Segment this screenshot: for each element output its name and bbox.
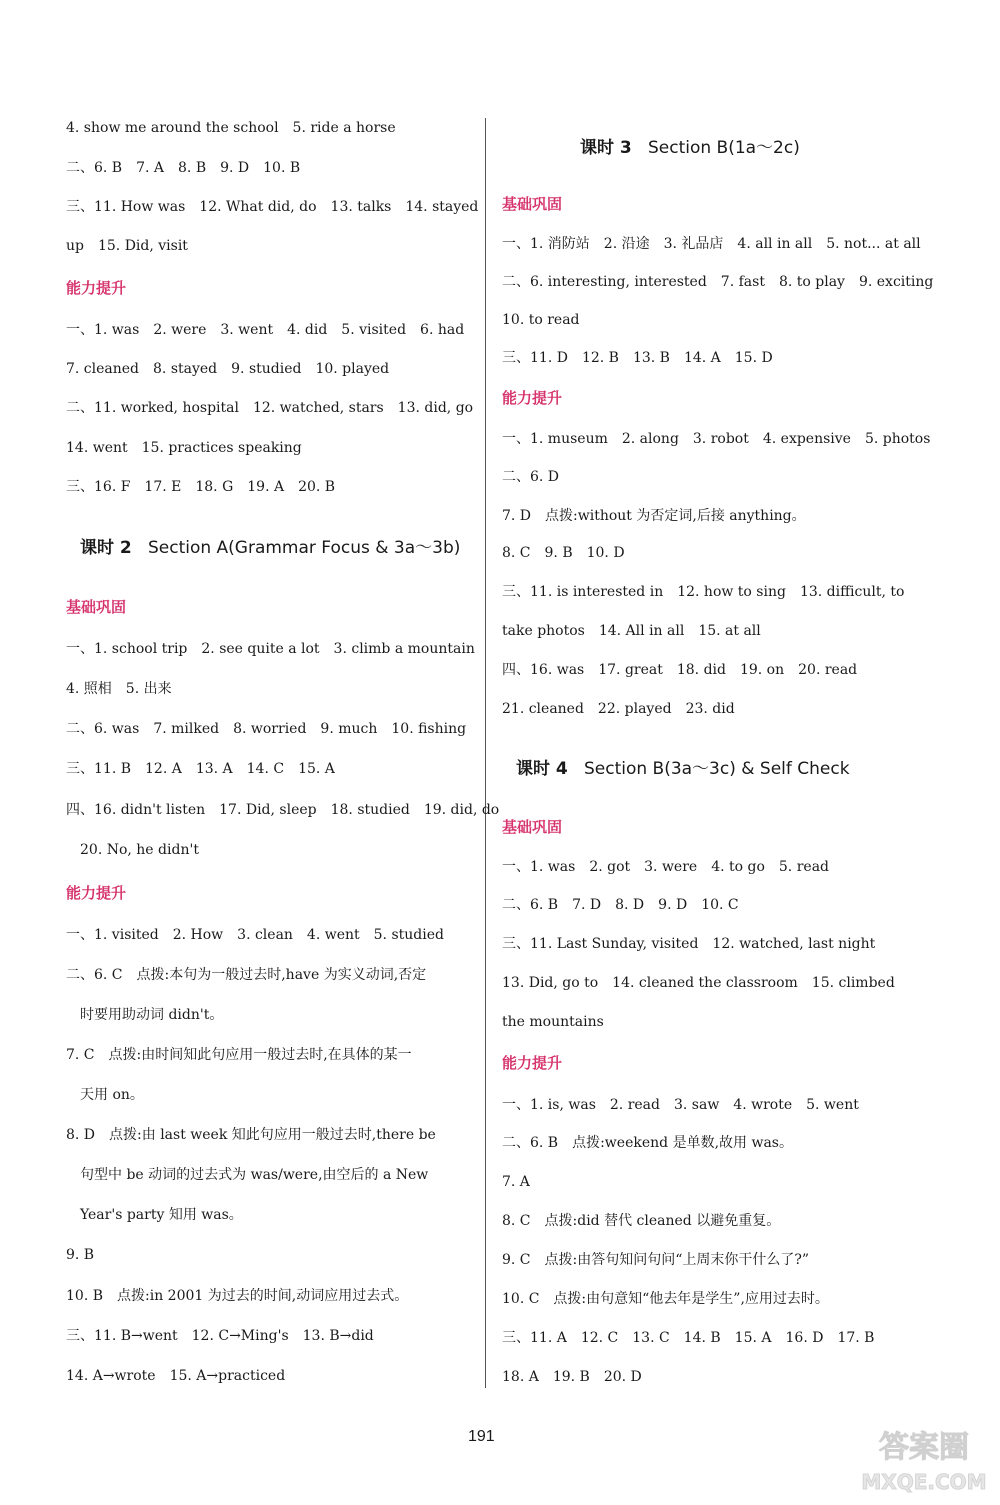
watermark-top: 答案圈 [879,1430,969,1465]
answer-line: 二、6. B 7. D 8. D 9. D 10. C [502,897,739,913]
answer-line: 二、6. B 7. A 8. B 9. D 10. B [66,160,301,176]
answer-line: 7. D 点拨:without 为否定词,后接 anything。 [502,508,806,524]
answer-line: 4. 照相 5. 出来 [66,681,172,697]
answer-line: 三、11. Last Sunday, visited 12. watched, last night [502,936,876,952]
answer-line: 14. went 15. practices speaking [66,440,302,456]
answer-line: 二、6. B 点拨:weekend 是单数,故用 was。 [502,1135,793,1151]
answer-line: 二、6. D [502,469,560,485]
answer-line: 三、11. A 12. C 13. C 14. B 15. A 16. D 17. B [502,1330,875,1346]
answer-line: 18. A 19. B 20. D [502,1369,642,1385]
answer-line: 一、1. visited 2. How 3. clean 4. went 5. studied [66,927,444,943]
answer-line: 时要用助动词 didn't。 [80,1007,224,1023]
answer-line: 三、16. F 17. E 18. G 19. A 20. B [66,479,336,495]
answer-line: up 15. Did, visit [66,238,188,254]
lesson-title: Section B(1a～2c) [647,138,800,158]
lesson-number: 课时 3 [580,138,632,158]
answer-line: 四、16. was 17. great 18. did 19. on 20. read [502,662,858,678]
answer-line: take photos 14. All in all 15. at all [502,623,761,639]
lesson-title: Section A(Grammar Focus & 3a～3b) [147,538,461,558]
answer-line: 三、11. D 12. B 13. B 14. A 15. D [502,350,773,366]
answer-line: 10. C 点拨:由句意知“他去年是学生”,应用过去时。 [502,1291,829,1307]
answer-line: 一、1. was 2. were 3. went 4. did 5. visited 6. had [66,322,465,338]
section-heading: 能力提升 [502,389,563,407]
lesson-heading [80,536,460,560]
answer-line: 四、16. didn't listen 17. Did, sleep 18. studied 19. did, do [66,802,500,818]
answer-line: 4. show me around the school 5. ride a horse [66,120,396,136]
answer-line: 7. cleaned 8. stayed 9. studied 10. played [66,361,390,377]
section-heading: 能力提升 [66,279,127,297]
answer-line: 二、6. C 点拨:本句为一般过去时,have 为实义动词,否定 [66,967,427,983]
answer-line: 一、1. museum 2. along 3. robot 4. expensive 5. photos [502,431,931,447]
answer-line: 三、11. How was 12. What did, do 13. talks 14. stayed [66,199,479,215]
answer-line: 8. C 9. B 10. D [502,545,625,561]
lesson-number: 课时 2 [80,538,132,558]
answer-line: 一、1. was 2. got 3. were 4. to go 5. read [502,859,829,875]
answer-line: 14. A→wrote 15. A→practiced [66,1368,286,1384]
answer-line: 一、1. school trip 2. see quite a lot 3. climb a mountain [66,641,475,657]
section-heading: 基础巩固 [502,195,563,213]
section-heading: 基础巩固 [66,598,127,616]
answer-line: 三、11. B→went 12. C→Ming's 13. B→did [66,1328,374,1344]
answer-line: 8. C 点拨:did 替代 cleaned 以避免重复。 [502,1213,781,1229]
answer-line: 二、6. interesting, interested 7. fast 8. to play 9. exciting [502,274,934,290]
watermark-logo [854,1419,994,1499]
section-heading: 基础巩固 [502,818,563,836]
answer-line: Year's party 知用 was。 [80,1207,243,1223]
answer-line: 9. C 点拨:由答句知问句问“上周末你干什么了?” [502,1252,810,1268]
answer-line: 8. D 点拨:由 last week 知此句应用一般过去时,there be [66,1127,436,1143]
answer-line: 二、11. worked, hospital 12. watched, stars 13. did, go [66,400,474,416]
answer-line: 10. B 点拨:in 2001 为过去的时间,动词应用过去式。 [66,1288,409,1304]
lesson-heading [580,136,800,160]
answer-line: 一、1. is, was 2. read 3. saw 4. wrote 5. went [502,1097,859,1113]
answer-line: the mountains [502,1014,604,1030]
answer-line: 20. No, he didn't [80,842,199,858]
lesson-title: Section B(3a～3c) & Self Check [583,759,850,779]
section-heading: 能力提升 [66,884,127,902]
answer-line: 二、6. was 7. milked 8. worried 9. much 10. fishing [66,721,467,737]
lesson-number: 课时 4 [516,759,568,779]
answer-line: 天用 on。 [80,1087,144,1103]
section-heading: 能力提升 [502,1054,563,1072]
lesson-heading [516,757,850,781]
answer-line: 7. C 点拨:由时间知此句应用一般过去时,在具体的某一 [66,1047,412,1063]
answer-line: 三、11. B 12. A 13. A 14. C 15. A [66,761,335,777]
answer-line: 句型中 be 动词的过去式为 was/were,由空后的 a New [80,1167,429,1183]
column-divider [485,118,486,1388]
answer-line: 三、11. is interested in 12. how to sing 13. difficult, to [502,584,905,600]
answer-line: 13. Did, go to 14. cleaned the classroom 15. climbed [502,975,895,991]
answer-line: 10. to read [502,312,580,328]
page-number: 191 [468,1428,495,1445]
answer-line: 7. A [502,1174,530,1190]
answer-line: 9. B [66,1247,95,1263]
answer-line: 一、1. 消防站 2. 沿途 3. 礼品店 4. all in all 5. not... at all [502,236,921,252]
watermark-bottom: MXQE.COM [861,1470,987,1494]
answer-line: 21. cleaned 22. played 23. did [502,701,735,717]
